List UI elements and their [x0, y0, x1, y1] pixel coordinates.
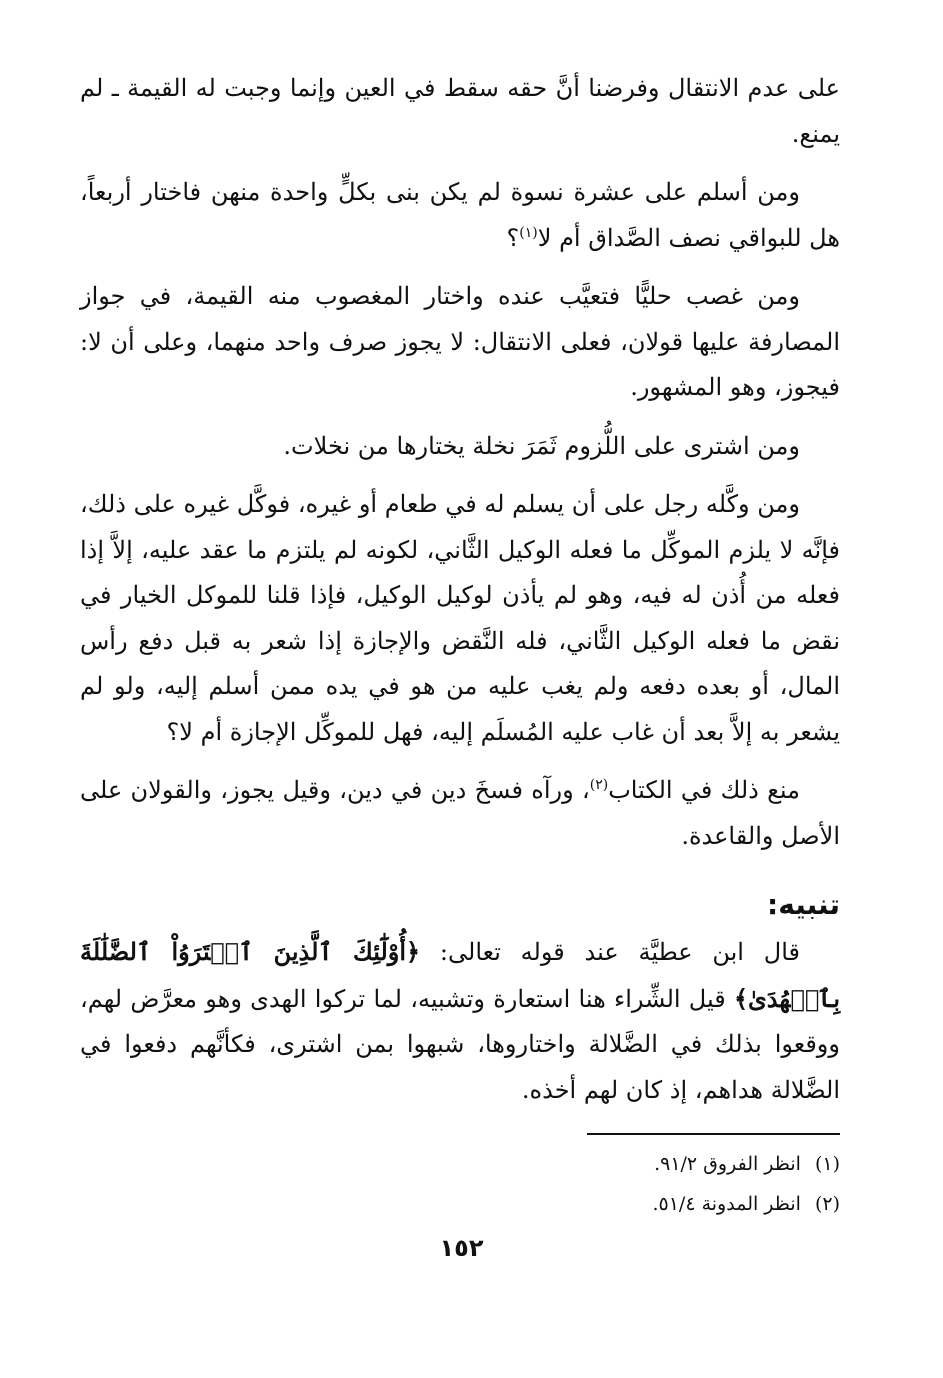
paragraph-2: ومن غصب حليًّا فتعيَّب عنده واختار المغصوب منه القيمة، في جواز المصارفة عليها قولان، فعلى الانتقال: لا يجوز صرف واحد منهما، وعلى أن لا: فيجوز، وهو المشهور. [80, 282, 840, 401]
paragraph-4: ومن وكَّله رجل على أن يسلم له في طعام أو غيره، فوكَّل غيره على ذلك، فإنَّه لا يلزم الموكِّل ما فعله الوكيل الثَّاني، لكونه لم يلتزم ما عقد عليه، إلاَّ إذا فعله من أُذن له فيه، وهو لم يأذن لوكيل الوكيل، فإذا قلنا للموكل الخيار في نقض ما فعله الوكيل الثَّاني، فله النَّقض والإجازة إذا شعر به قبل دفع رأس المال، أو بعده دفعه ولم يغب عليه من هو في يده ممن أسلم إليه، ولو لم يشعر به إلاَّ بعد أن غاب عليه المُسلَم إليه، فهل للموكِّل الإجازة أم لا؟ [80, 490, 840, 746]
footnote-1-number: (١) [814, 1153, 840, 1175]
footnote-1 [140, 1144, 840, 1184]
section-heading-tanbih: تنبيه: [767, 888, 840, 921]
quran-verse: ﴿أُوْلَٰٓئِكَ ٱلَّذِينَ ٱشۡتَرَوُاْ ٱلضَّلَٰلَةَ بِٱلۡهُدَىٰ﴾ [80, 937, 840, 1013]
paragraph-1-text: ومن أسلم على عشرة نسوة لم يكن بنى بكلٍّ واحدة منهن فاختار أربعاً، هل للبواقي نصف الصَّداق أم لا [80, 178, 840, 252]
paragraph-1 [80, 170, 840, 261]
paragraph-3: ومن اشترى على اللُّزوم ثَمَرَ نخلة يختارها من نخلات. [283, 431, 800, 460]
footnote-ref-2: (٢) [589, 777, 609, 793]
tanbih-body: قيل الشِّراء هنا استعارة وتشبيه، لما تركوا الهدى وهو معرَّض لهم، ووقعوا بذلك في الضَّلالة واختاروها، شبهوا بمن اشترى، فكأنَّهم دفعوا في الضَّلالة هداهم، إذ كان لهم أخذه. [80, 984, 840, 1104]
page-body [80, 66, 840, 1126]
footnotes [140, 1144, 840, 1224]
paragraph-5-text-a: منع ذلك في الكتاب [608, 776, 801, 804]
footnote-2-text: انظر المدونة ٥١/٤. [652, 1193, 801, 1215]
paragraph-tanbih [80, 929, 840, 1113]
footnote-1-text: انظر الفروق ٩١/٢. [654, 1153, 801, 1175]
footnote-2-number: (٢) [814, 1193, 840, 1215]
paragraph-5 [80, 768, 840, 859]
page-number: ١٥٢ [439, 1234, 484, 1262]
tanbih-intro: قال ابن عطيَّة عند قوله تعالى: [420, 938, 800, 966]
footnote-2 [140, 1184, 840, 1224]
paragraph-1-end: ؟ [506, 223, 520, 252]
paragraph-5-text-b: ، ورآه فسخَ دين في دين، وقيل يجوز، والقولان على الأصل والقاعدة. [80, 776, 840, 850]
footnote-separator [587, 1133, 840, 1135]
paragraph-0: على عدم الانتقال وفرضنا أنَّ حقه سقط في العين وإنما وجبت له القيمة ـ لم يمنع. [80, 74, 840, 148]
footnote-ref-1: (١) [519, 224, 538, 241]
